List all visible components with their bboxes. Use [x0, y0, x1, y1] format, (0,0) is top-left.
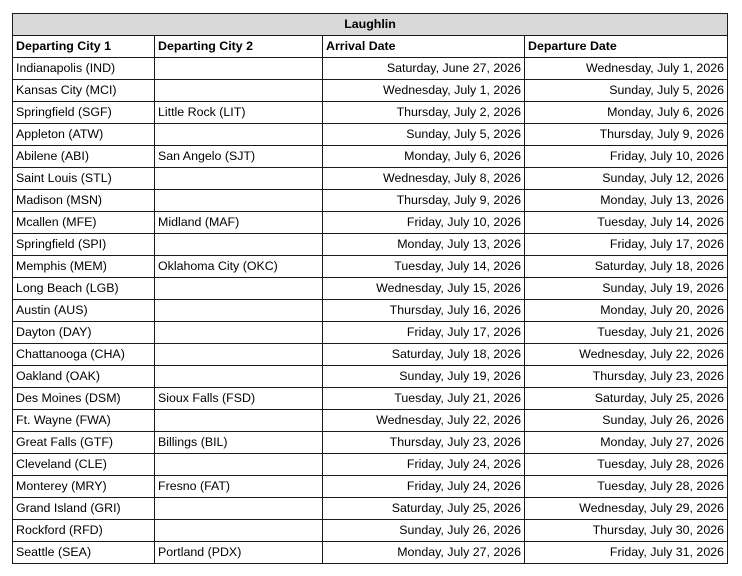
cell-departing-city-2[interactable]: [155, 168, 323, 190]
header-departing-city-1[interactable]: Departing City 1: [13, 36, 155, 58]
cell-departing-city-2[interactable]: [155, 58, 323, 80]
table-row: [13, 344, 728, 366]
cell-departing-city-1[interactable]: Great Falls (GTF): [13, 432, 155, 454]
cell-arrival-date[interactable]: Wednesday, July 22, 2026: [323, 410, 525, 432]
cell-departing-city-2[interactable]: [155, 234, 323, 256]
table-row: [13, 102, 728, 124]
cell-departing-city-2[interactable]: [155, 410, 323, 432]
table-row: [13, 256, 728, 278]
cell-departure-date[interactable]: Monday, July 27, 2026: [525, 432, 728, 454]
cell-departing-city-1[interactable]: Seattle (SEA): [13, 542, 155, 564]
cell-departure-date[interactable]: Thursday, July 23, 2026: [525, 366, 728, 388]
cell-departure-date[interactable]: Sunday, July 12, 2026: [525, 168, 728, 190]
cell-departure-date[interactable]: Monday, July 20, 2026: [525, 300, 728, 322]
cell-arrival-date[interactable]: Wednesday, July 15, 2026: [323, 278, 525, 300]
cell-departure-date[interactable]: Friday, July 10, 2026: [525, 146, 728, 168]
cell-departing-city-1[interactable]: Madison (MSN): [13, 190, 155, 212]
cell-departing-city-1[interactable]: Chattanooga (CHA): [13, 344, 155, 366]
cell-departing-city-2[interactable]: [155, 498, 323, 520]
cell-departure-date[interactable]: Friday, July 17, 2026: [525, 234, 728, 256]
cell-departure-date[interactable]: Friday, July 31, 2026: [525, 542, 728, 564]
cell-departing-city-1[interactable]: Springfield (SGF): [13, 102, 155, 124]
header-departing-city-2[interactable]: Departing City 2: [155, 36, 323, 58]
table-row: [13, 146, 728, 168]
table-row: [13, 432, 728, 454]
cell-arrival-date[interactable]: Monday, July 6, 2026: [323, 146, 525, 168]
cell-departing-city-2[interactable]: Midland (MAF): [155, 212, 323, 234]
table-row: [13, 80, 728, 102]
table-row: [13, 300, 728, 322]
cell-departing-city-1[interactable]: Monterey (MRY): [13, 476, 155, 498]
table-row: [13, 234, 728, 256]
cell-departing-city-1[interactable]: Rockford (RFD): [13, 520, 155, 542]
cell-departing-city-1[interactable]: Dayton (DAY): [13, 322, 155, 344]
cell-departure-date[interactable]: Thursday, July 9, 2026: [525, 124, 728, 146]
cell-departing-city-1[interactable]: Memphis (MEM): [13, 256, 155, 278]
cell-departure-date[interactable]: Thursday, July 30, 2026: [525, 520, 728, 542]
cell-departing-city-2[interactable]: [155, 366, 323, 388]
cell-departing-city-1[interactable]: Grand Island (GRI): [13, 498, 155, 520]
cell-departing-city-2[interactable]: [155, 520, 323, 542]
cell-departure-date[interactable]: Wednesday, July 1, 2026: [525, 58, 728, 80]
cell-departing-city-2[interactable]: [155, 80, 323, 102]
header-departure-date[interactable]: Departure Date: [525, 36, 728, 58]
cell-departing-city-2[interactable]: Little Rock (LIT): [155, 102, 323, 124]
cell-departure-date[interactable]: Wednesday, July 22, 2026: [525, 344, 728, 366]
cell-arrival-date[interactable]: Friday, July 24, 2026: [323, 476, 525, 498]
cell-departing-city-1[interactable]: Long Beach (LGB): [13, 278, 155, 300]
cell-departing-city-2[interactable]: Billings (BIL): [155, 432, 323, 454]
cell-departing-city-1[interactable]: Kansas City (MCI): [13, 80, 155, 102]
cell-arrival-date[interactable]: Sunday, July 26, 2026: [323, 520, 525, 542]
cell-arrival-date[interactable]: Saturday, July 25, 2026: [323, 498, 525, 520]
cell-departure-date[interactable]: Tuesday, July 21, 2026: [525, 322, 728, 344]
cell-arrival-date[interactable]: Monday, July 27, 2026: [323, 542, 525, 564]
cell-arrival-date[interactable]: Tuesday, July 14, 2026: [323, 256, 525, 278]
cell-arrival-date[interactable]: Friday, July 17, 2026: [323, 322, 525, 344]
cell-departure-date[interactable]: Tuesday, July 28, 2026: [525, 454, 728, 476]
header-row: [13, 36, 728, 58]
cell-departure-date[interactable]: Tuesday, July 28, 2026: [525, 476, 728, 498]
cell-departure-date[interactable]: Saturday, July 18, 2026: [525, 256, 728, 278]
cell-departing-city-2[interactable]: Sioux Falls (FSD): [155, 388, 323, 410]
cell-departing-city-2[interactable]: [155, 124, 323, 146]
cell-departing-city-2[interactable]: [155, 278, 323, 300]
cell-arrival-date[interactable]: Thursday, July 2, 2026: [323, 102, 525, 124]
table-row: [13, 322, 728, 344]
cell-departing-city-1[interactable]: Saint Louis (STL): [13, 168, 155, 190]
cell-departing-city-1[interactable]: Indianapolis (IND): [13, 58, 155, 80]
schedule-table: [12, 13, 728, 564]
cell-departing-city-1[interactable]: Springfield (SPI): [13, 234, 155, 256]
cell-departure-date[interactable]: Sunday, July 26, 2026: [525, 410, 728, 432]
cell-departure-date[interactable]: Monday, July 13, 2026: [525, 190, 728, 212]
cell-arrival-date[interactable]: Friday, July 10, 2026: [323, 212, 525, 234]
cell-departing-city-1[interactable]: Austin (AUS): [13, 300, 155, 322]
table-row: [13, 476, 728, 498]
table-row: [13, 278, 728, 300]
cell-departure-date[interactable]: Monday, July 6, 2026: [525, 102, 728, 124]
table-row: [13, 410, 728, 432]
cell-arrival-date[interactable]: Wednesday, July 8, 2026: [323, 168, 525, 190]
cell-departing-city-2[interactable]: Oklahoma City (OKC): [155, 256, 323, 278]
cell-departing-city-1[interactable]: Abilene (ABI): [13, 146, 155, 168]
table-row: [13, 124, 728, 146]
cell-arrival-date[interactable]: Sunday, July 5, 2026: [323, 124, 525, 146]
table-row: [13, 58, 728, 80]
cell-departing-city-1[interactable]: Des Moines (DSM): [13, 388, 155, 410]
cell-departure-date[interactable]: Sunday, July 19, 2026: [525, 278, 728, 300]
cell-departing-city-1[interactable]: Appleton (ATW): [13, 124, 155, 146]
table-row: [13, 190, 728, 212]
table-row: [13, 520, 728, 542]
table-row: [13, 366, 728, 388]
table-row: [13, 454, 728, 476]
cell-arrival-date[interactable]: Thursday, July 16, 2026: [323, 300, 525, 322]
table-row: [13, 388, 728, 410]
cell-departure-date[interactable]: Wednesday, July 29, 2026: [525, 498, 728, 520]
cell-departing-city-2[interactable]: [155, 454, 323, 476]
title-row: [13, 14, 728, 36]
cell-departing-city-2[interactable]: [155, 300, 323, 322]
cell-departing-city-2[interactable]: San Angelo (SJT): [155, 146, 323, 168]
cell-departing-city-1[interactable]: Oakland (OAK): [13, 366, 155, 388]
cell-arrival-date[interactable]: Saturday, June 27, 2026: [323, 58, 525, 80]
table-row: [13, 168, 728, 190]
cell-arrival-date[interactable]: Friday, July 24, 2026: [323, 454, 525, 476]
cell-departing-city-2[interactable]: [155, 190, 323, 212]
table-row: [13, 542, 728, 564]
cell-departure-date[interactable]: Tuesday, July 14, 2026: [525, 212, 728, 234]
cell-departing-city-1[interactable]: Cleveland (CLE): [13, 454, 155, 476]
cell-arrival-date[interactable]: Thursday, July 9, 2026: [323, 190, 525, 212]
cell-arrival-date[interactable]: Wednesday, July 1, 2026: [323, 80, 525, 102]
cell-departing-city-2[interactable]: [155, 344, 323, 366]
cell-departure-date[interactable]: Sunday, July 5, 2026: [525, 80, 728, 102]
table-row: [13, 498, 728, 520]
cell-departing-city-1[interactable]: Mcallen (MFE): [13, 212, 155, 234]
cell-departing-city-2[interactable]: Portland (PDX): [155, 542, 323, 564]
cell-departing-city-1[interactable]: Ft. Wayne (FWA): [13, 410, 155, 432]
cell-departing-city-2[interactable]: Fresno (FAT): [155, 476, 323, 498]
cell-departing-city-2[interactable]: [155, 322, 323, 344]
cell-arrival-date[interactable]: Thursday, July 23, 2026: [323, 432, 525, 454]
table-title[interactable]: Laughlin: [13, 14, 728, 36]
cell-arrival-date[interactable]: Monday, July 13, 2026: [323, 234, 525, 256]
header-arrival-date[interactable]: Arrival Date: [323, 36, 525, 58]
table-row: [13, 212, 728, 234]
cell-arrival-date[interactable]: Saturday, July 18, 2026: [323, 344, 525, 366]
cell-arrival-date[interactable]: Sunday, July 19, 2026: [323, 366, 525, 388]
cell-departure-date[interactable]: Saturday, July 25, 2026: [525, 388, 728, 410]
cell-arrival-date[interactable]: Tuesday, July 21, 2026: [323, 388, 525, 410]
